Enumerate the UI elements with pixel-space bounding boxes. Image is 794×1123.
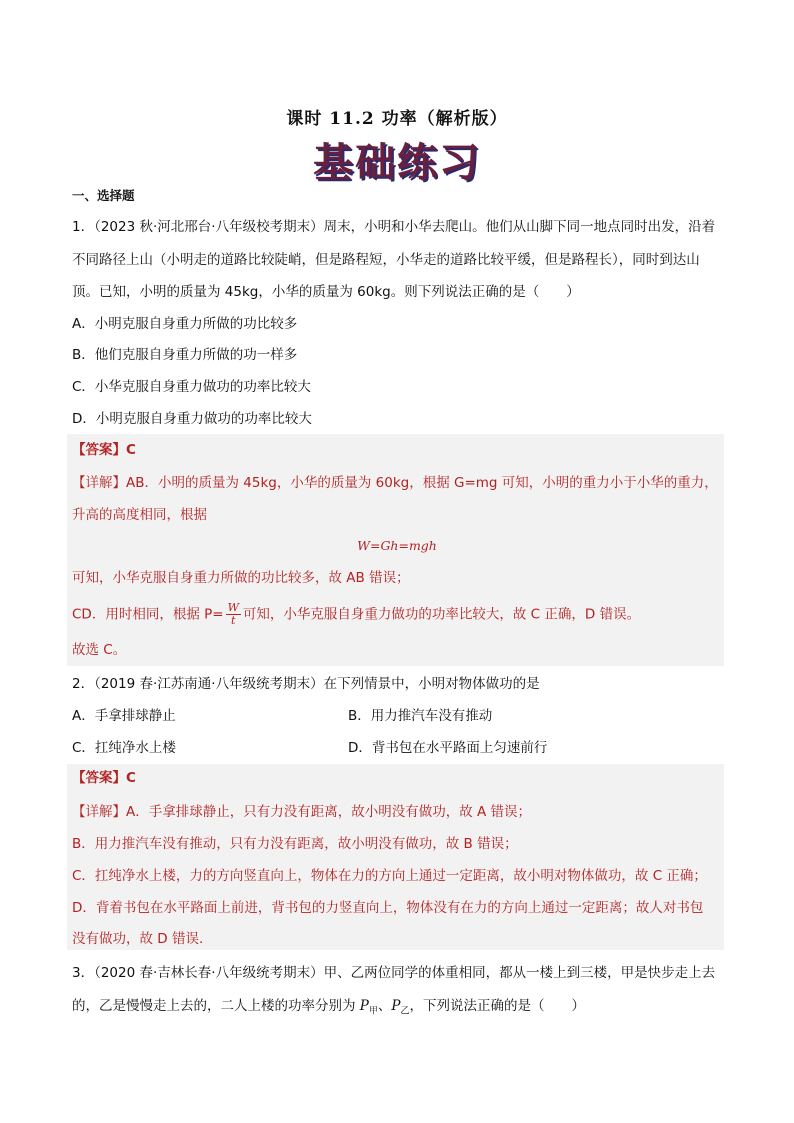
q1-option-b: B．他们克服自身重力所做的功一样多 xyxy=(72,347,298,363)
q3-stem-line-2-start: 的，乙是慢慢走上去的，二人上楼的功率分别为 xyxy=(72,998,360,1014)
q2-detail-line-2: B．用力推汽车没有推动，只有力没有距离，故小明没有做功，故 B 错误； xyxy=(72,836,518,852)
q1-option-d: D．小明克服自身重力做功的功率比较大 xyxy=(72,411,312,427)
q2-option-d: D．背书包在水平路面上匀速前行 xyxy=(348,740,548,756)
q1-answer: 【答案】C xyxy=(72,442,136,458)
q2-detail-line-5: 没有做功，故 D 错误. xyxy=(72,931,204,947)
fraction-numerator: W xyxy=(227,601,239,614)
q2-option-b: B．用力推汽车没有推动 xyxy=(348,708,493,724)
q2-answer-box xyxy=(67,764,724,950)
q1-option-c: C．小华克服自身重力做功的功率比较大 xyxy=(72,379,311,395)
power-fraction xyxy=(226,602,241,627)
q1-stem-line-3: 顶。已知，小明的质量为 45kg，小华的质量为 60kg。则下列说法正确的是（ ） xyxy=(72,284,580,300)
power-symbol-2: P xyxy=(391,998,401,1014)
power-symbol-1: P xyxy=(359,998,369,1014)
power-subscript-2: 乙 xyxy=(400,1006,410,1017)
q2-detail-line-3: C．扛纯净水上楼，力的方向竖直向上，物体在力的方向上通过一定距离，故小明对物体做功，故 C 正确； xyxy=(72,868,707,884)
q1-detail-line-4-end: 可知，小华克服自身重力做功的功率比较大，故 C 正确，D 错误。 xyxy=(242,606,641,623)
q2-detail-line-4: D．背着书包在水平路面上前进，背书包的力竖直向上，物体没有在力的方向上通过一定距离；故人对书包 xyxy=(72,900,704,916)
q1-detail-line-3: 可知，小华克服自身重力所做的功比较多，故 AB 错误； xyxy=(72,570,410,586)
section-heading: 一、选择题 xyxy=(72,188,135,203)
q3-separator: 、 xyxy=(377,998,392,1014)
q1-detail-line-4 xyxy=(72,602,640,627)
q1-detail-line-1: 【详解】AB．小明的质量为 45kg，小华的质量为 60kg，根据 G=mg 可知，小明的重力小于小华的重力， xyxy=(72,475,718,491)
q3-stem-line-2-end: ，下列说法正确的是（ ） xyxy=(409,998,586,1014)
q2-answer: 【答案】C xyxy=(72,770,136,786)
q1-detail-line-4-start: CD．用时相同，根据 P= xyxy=(72,606,224,623)
q2-option-c: C．扛纯净水上楼 xyxy=(72,740,176,756)
q1-stem-line-1: 1．（2023 秋·河北邢台·八年级校考期末）周末，小明和小华去爬山。他们从山脚下同一地点同时出发，沿着 xyxy=(72,219,716,235)
q3-stem-line-2 xyxy=(72,996,585,1022)
q2-option-a: A．手拿排球静止 xyxy=(72,708,176,724)
q2-stem-line-1: 2．（2019 春·江苏南通·八年级统考期末）在下列情景中，小明对物体做功的是 xyxy=(72,676,540,692)
q1-stem-line-2: 不同路径上山（小明走的道路比较陡峭，但是路程短，小华走的道路比较平缓，但是路程长），同时到达山 xyxy=(72,252,700,268)
section-banner: 基础练习 xyxy=(313,139,481,186)
q1-option-a: A．小明克服自身重力所做的功比较多 xyxy=(72,316,298,332)
fraction-denominator: t xyxy=(231,614,236,627)
page-title: 课时 11.2 功率（解析版） xyxy=(286,109,508,129)
q1-detail-line-2: 升高的高度相同，根据 xyxy=(72,507,207,523)
q2-detail-line-1: 【详解】A．手拿排球静止，只有力没有距离，故小明没有做功，故 A 错误； xyxy=(72,804,532,820)
power-subscript-1: 甲 xyxy=(368,1006,378,1017)
q1-formula: W=Gh=mgh xyxy=(357,538,437,553)
q1-detail-line-5: 故选 C。 xyxy=(72,642,127,658)
q3-stem-line-1: 3．（2020 春·吉林长春·八年级统考期末）甲、乙两位同学的体重相同，都从一楼上到三楼，甲是快步走上去 xyxy=(72,965,716,981)
